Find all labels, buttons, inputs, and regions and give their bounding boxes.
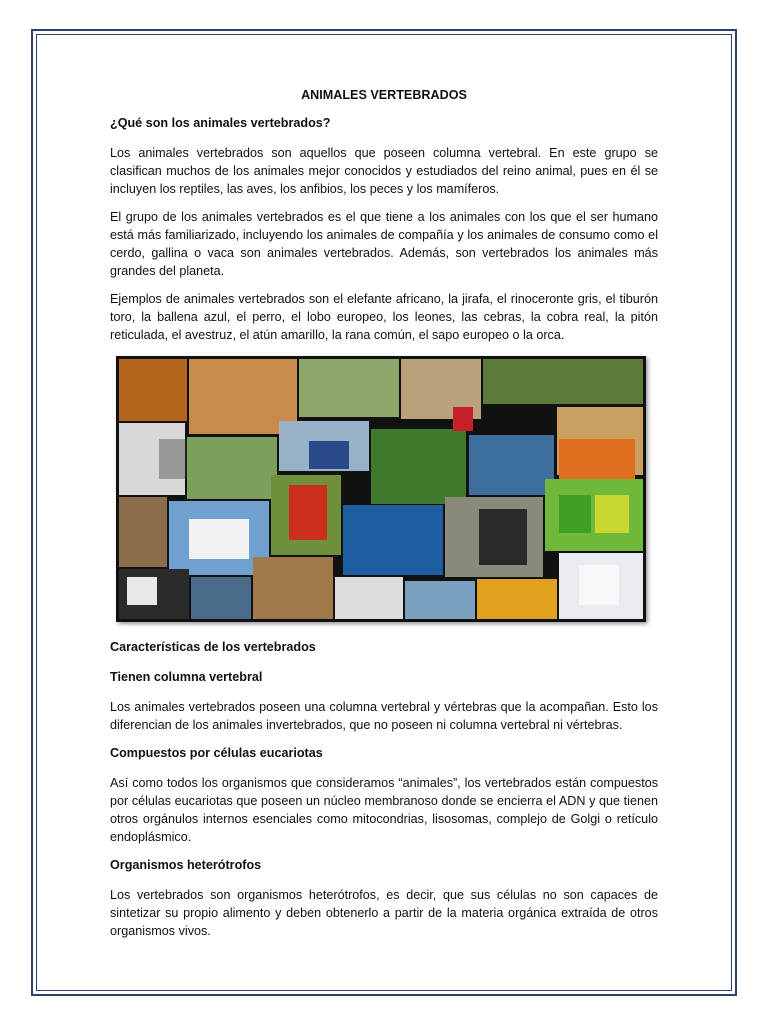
section-heading-que-son: ¿Qué son los animales vertebrados? (110, 116, 331, 130)
paragraph-definicion: Los animales vertebrados son aquellos que poseen columna vertebral. En este grupo se clasifican muchos de los animales mejor conocidos y estudiados del reino animal, pues en él se incluyen los reptiles, las aves, los anfibios, los peces y los mamíferos. (110, 146, 658, 196)
section-heading-caracteristicas: Características de los vertebrados (110, 640, 316, 654)
paragraph-eucariotas: Así como todos los organismos que consideramos “animales”, los vertebrados están compuestos por células eucariotas que poseen un núcleo membranoso donde se encierra el ADN y que tienen otros orgánulos internos esenciales como mitocondrias, lisosomas, complejo de Golgi o retículo endoplásmico. (110, 776, 658, 844)
animal-collage-graphic (119, 359, 643, 619)
document-body (110, 86, 658, 950)
section-heading-eucariotas: Compuestos por células eucariotas (110, 746, 323, 760)
paragraph-ejemplos: Ejemplos de animales vertebrados son el elefante africano, la jirafa, el rinoceronte gris, el tiburón toro, la ballena azul, el perro, el lobo europeo, los leones, las cebras, la cobra real, la pitón reticulada, el avestruz, el atún amarillo, la rana común, el sapo europeo o la orca. (110, 292, 658, 342)
paragraph-columna: Los animales vertebrados poseen una columna vertebral y vértebras que la acompañan. Esto los diferencian de los animales invertebrados, que no poseen ni columna vertebral ni vértebras. (110, 700, 658, 732)
paragraph-heterotrofos: Los vertebrados son organismos heterótrofos, es decir, que sus células no son capaces de sintetizar su propio alimento y deben obtenerlo a partir de la materia orgánica extraída de otros organismos vivos. (110, 888, 658, 938)
animal-collage-image (116, 356, 646, 622)
document-title: ANIMALES VERTEBRADOS (301, 88, 467, 102)
section-heading-columna: Tienen columna vertebral (110, 670, 263, 684)
paragraph-familiaridad: El grupo de los animales vertebrados es el que tiene a los animales con los que el ser humano está más familiarizado, incluyendo los animales de compañía y los animales de consumo como el cerdo, gallina o vaca son animales vertebrados. Además, son vertebrados los animales más grandes del planeta. (110, 210, 658, 278)
section-heading-heterotrofos: Organismos heterótrofos (110, 858, 262, 872)
